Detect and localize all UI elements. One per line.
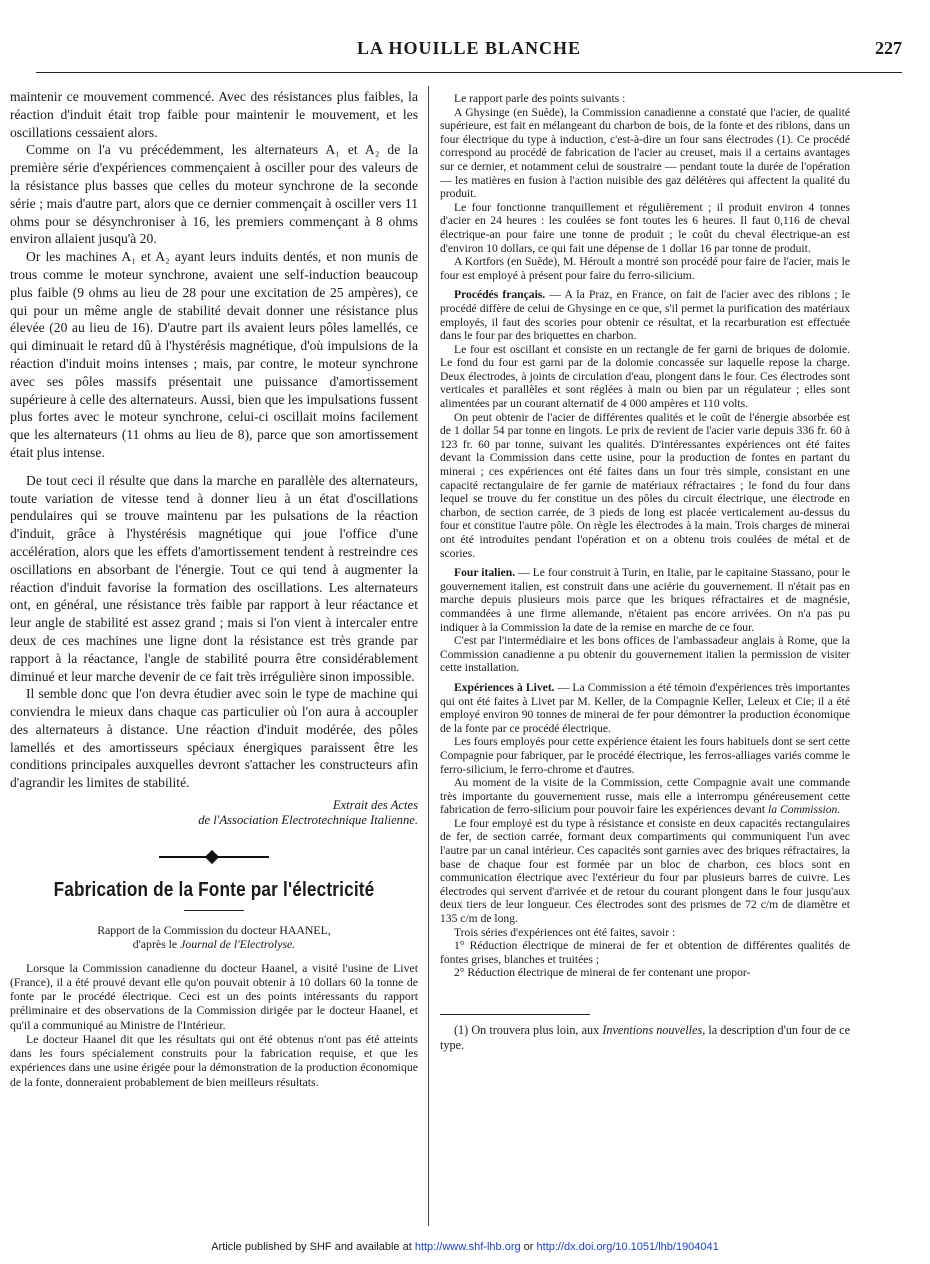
report-line-2	[10, 937, 418, 951]
section-heading: Expériences à Livet.	[454, 680, 555, 694]
paragraph: Le four employé est du type à résistance et consiste en deux capacités rectangulaires de fer, de section carrée, formant deux compartiments qui communiquent l'un avec l'autre par un canal intérieur. Ces capacités sont garnies avec des briques réfractaires, la base de chaque four est formée par un bloc de charbon, ces blocs sont en communication électrique avec l'extérieur du four par plusieurs barres de cuivre. Les électrodes qui servent d'arrivée et de retour du courant plongent dans le four jusqu'aux deux tiers de leur longueur. Ces électrodes sont des prismes de 72 c/m de diamètre et 135 c/m de long.	[440, 816, 850, 926]
section-text: — A la Praz, en France, on fait de l'acier avec des riblons ; le procédé diffère de celui de Ghysinge en ce que, s'il permet la purification des matériaux employés, il faut des scories pour obtenir ce résultat, et la recarburation est effectuée dans le four par des briquettes en charbon.	[440, 288, 851, 343]
footnote-rule	[440, 1014, 590, 1015]
paragraph: A Kortfors (en Suède), M. Héroult a montré son procédé pour faire de l'acier, mais le four est employé à présent pour faire du ferro-silicium.	[440, 255, 850, 282]
left-column	[10, 88, 418, 1089]
page-number: 227	[875, 38, 902, 58]
footnote-text: (1) On trouvera plus loin, aux	[454, 1023, 603, 1037]
section-paragraph	[440, 288, 850, 342]
paragraph: Comme on l'a vu précédemment, les alternateurs A₁ et A₂ de la première série d'expériences commençaient à osciller pour des valeurs de la résistance plus basses que celles du moteur synchrone de la seconde série ; mais d'autre part, alors que ce dernier commençait à osciller vers 11 ohms pour se désynchroniser à 16, les premiers commençant à 8 ohms environ allaient jusqu'à 20.	[10, 142, 418, 247]
paragraph: Le four est oscillant et consiste en un rectangle de fer garni de briques de dolomie. Le fond du four est garni par de la dolomie concassée sur laquelle repose la charge. Deux électrodes, à joints de circulation d'eau, plongent dans le four. Ces électrodes sont verticales et parallèles et sont réglées à main ou bien par un régulateur ; elles sont alimentées par un courant alternatif de 4 000 ampères et 110 volts.	[440, 342, 850, 411]
section-paragraph	[440, 681, 850, 735]
paragraph: Le rapport parle des points suivants :	[454, 92, 626, 105]
paragraph: Il semble donc que l'on devra étudier avec soin le type de machine qui conviendra le mieux dans chaque cas particulier où l'on aura à accoupler des alternateurs à distance. Une réaction d'induit modérée, des pôles lamellés et des amortisseurs spéciaux énergiques paraissent être les conditions principales auxquelles devront s'attacher les constructeurs afin d'agrandir les limites de stabilité.	[10, 686, 418, 791]
footnote-text-end: la description d'un four de ce type.	[440, 1023, 850, 1052]
paragraph: Le four fonctionne tranquillement et régulièrement ; il produit environ 4 tonnes d'acier en 24 heures : les coulées se font toutes les 6 heures. Il faut 0,116 de cheval électrique-an pour faire une tonne de produit ; le coût du cheval électrique-an est d'environ 10 dollars, ce qui fait une dépense de 1 dollar 16 par tonne de produit.	[440, 200, 850, 255]
publication-footer	[0, 1241, 930, 1253]
shf-link[interactable]: http://www.shf-lhb.org	[414, 1241, 521, 1253]
title-rule	[184, 910, 244, 911]
report-byline	[10, 923, 418, 951]
footer-middle: or	[520, 1241, 537, 1253]
report-line-2-text: d'après le	[132, 936, 181, 951]
paragraph-text: Au moment de la visite de la Commission, cette Compagnie avait une commande très importante du gouvernement russe, mais elle a interrompu généreusement cette fabrication de ferro-silicium pour pouvoir faire les expériences devant	[440, 776, 850, 817]
paragraph	[440, 776, 850, 817]
right-column	[440, 92, 850, 1053]
journal-name: Journal de l'Electrolyse.	[180, 936, 296, 951]
paragraph: Lorsque la Commission canadienne du docteur Haanel, a visité l'usine de Livet (France), il a été prouvé devant elle qu'on pouvait obtenir à 10 dollars 60 la tonne de fonte par le procédé électrique. Ceci est un des points intéressants du rapport préliminaire et des observations de la Commission dirigée par le docteur Haanel, et qu'il a communiqué au Ministre de l'Intérieur.	[10, 960, 418, 1032]
section-heading: Four italien.	[454, 566, 516, 580]
paragraph: Or les machines A₁ et A₂ ayant leurs induits dentés, et non munis de trous comme le moteur synchrone, avaient une self-induction beaucoup plus faible (9 ohms au lieu de 28 pour une excitation de 25 ampères), ce qui pour un même angle de stabilité devait donner une résistance plus élevée (20 au lieu de 16). D'autre part ils avaient leurs pôles lamellés, ce qui diminuait le retard dû à l'hystérésis magnétique, d'où impulsions de la réaction d'induit moins intenses ; mais, par contre, le moteur synchrone avec ses pôles massifs présentait une puissance d'amortissement supérieure à celle des alternateurs. Aussi, bien que les impulsations fussent plus fortes avec le moteur synchrone, celui-ci oscillait moins facilement que les alternateurs (11 ohms au lieu de 8), parce que son amortissement était plus intense.	[10, 249, 418, 460]
paragraph: A Ghysinge (en Suède), la Commission canadienne a constaté que l'acier, de qualité supérieure, est fait en mélangeant du charbon de bois, de la fonte et des riblons, dans un four électrique du type à induction, c'est-à-dire un four sans électrodes (1). Ce procédé correspond au procédé de fabrication de l'acier au creuset, mais il a certains avantages sur ce dernier, et notamment celui de soustraire — pendant toute la durée de l'opération — les matières en fusion à l'action nuisible des gaz délétères qui affectent la qualité du produit.	[440, 105, 850, 201]
source-citation	[10, 798, 418, 828]
article-title: Fabrication de la Fonte par l'électricité	[53, 879, 375, 902]
paragraph: C'est par l'intermédiaire et les bons offices de l'ambassadeur anglais à Rome, que la Commission canadienne a pu obtenir du gouvernement italien la permission de visiter cette installation.	[440, 634, 850, 675]
report-line-1: Rapport de la Commission du docteur HAANEL,	[97, 922, 331, 937]
footnote-reference: Inventions nouvelles,	[602, 1023, 706, 1037]
paragraph: Les fours employés pour cette expérience étaient les fours habituels dont se sert cette Compagnie pour fabriquer, par le procédé électrique, les ferros-alliages variés comme le ferro-silicium, le ferro-chrome et d'autres.	[440, 735, 850, 776]
column-separator	[428, 86, 429, 1226]
section-text: — La Commission a été témoin d'expériences très importantes qui ont été faites à Livet par M. Keller, de la Compagnie Keller, Leleux et Cie; il a été employé environ 90 tonnes de minerai de fer pour démontrer la production économique de la fonte par ce procédé électrique.	[440, 680, 851, 735]
paragraph: On peut obtenir de l'acier de différentes qualités et le coût de l'énergie absorbée est de 1 dollar 54 par tonne en lingots. Le prix de revient de l'acier varie depuis 336 fr. 60 à 123 fr. 60 par tonne, suivant les qualités. D'intéressantes expériences ont été faites devant la Commission dans cette usine, pour la production de fontes en partant du minerai ; ces expériences ont été faites dans un four très simple, consistant en une capacité rectangulaire de fer garnie de matériaux réfractaires ; le fond du four dans lequel se trouve du fer constitue un des pôles du circuit électrique, une électrode en charbon, de section carrée, de 3 pieds de long est placée verticalement au-dessus du four et constitue l'autre pôle. On règle les électrodes à la main. Trois charges de minerai ont été introduites pendant l'opération et on a obtenu trois coulées de métal et de scories.	[440, 410, 850, 560]
section-heading: Procédés français.	[454, 288, 546, 302]
emphasis-text: la Commission.	[768, 803, 841, 817]
paragraph: 2° Réduction électrique de minerai de fer contenant une propor-	[454, 966, 751, 980]
paragraph: Le docteur Haanel dit que les résultats qui ont été obtenus n'ont pas été atteints dans les fours spécialement construits pour la fabrication requise, et que les expériences dans une usine érigée pour la démonstration de la production économique de la fonte, donneraient probablement de bien meilleurs résultats.	[10, 1031, 418, 1089]
paragraph: 1° Réduction électrique de minerai de fer et obtention de différentes qualités de fontes grises, blanches et truitées ;	[440, 939, 850, 966]
section-text: — Le four construit à Turin, en Italie, par le capitaine Stassano, pour le gouvernement italien, est construit dans une aciérie du gouvernement. Il n'était pas en marche depuis plusieurs mois parce que les briques réfractaires et de magnésie, commandées à une firme allemande, n'étaient pas encore arrivées. On n'a pas pu indiquer à la Commission la date de la remise en marche de ce four.	[440, 566, 850, 634]
section-paragraph	[440, 566, 850, 634]
journal-title: LA HOUILLE BLANCHE	[356, 38, 582, 58]
footnote	[440, 1023, 850, 1053]
paragraph: Trois séries d'expériences ont été faites, savoir :	[454, 925, 676, 939]
page-header	[36, 38, 902, 60]
paragraph: maintenir ce mouvement commencé. Avec des résistances plus faibles, la réaction d'induit était trop faible pour maintenir le mouvement, et les oscillations cessaient alors.	[10, 89, 418, 140]
source-line-2: de l'Association Electrotechnique Italienne.	[198, 813, 418, 828]
doi-link[interactable]: http://dx.doi.org/10.1051/lhb/1904041	[536, 1241, 719, 1253]
ornamental-divider	[159, 852, 269, 862]
footer-prefix: Article published by SHF and available at	[211, 1241, 415, 1253]
header-rule	[36, 72, 902, 73]
source-line-1: Extrait des Actes	[332, 798, 418, 813]
paragraph: De tout ceci il résulte que dans la marche en parallèle des alternateurs, toute variation de vitesse tend à donner lieu à un état d'oscillations pendulaires qui se trouve maintenu par les pulsations de la réaction d'induit, grâce à l'hystérésis magnétique qui joue l'office d'une accélération, alors que les effets d'amortissement tendent à restreindre ces oscillations en absorbant de l'énergie. Tout ce qui tend à augmenter la réaction d'induit favorise la formation des oscillations. Les alternateurs ont, en général, une résistance très faible par rapport à leur réactance et leur angle de stabilité est assez grand ; mais si l'on vient à intercaler entre deux de ces machines une ligne dont la résistance est très grande par rapport à la réactance, l'angle de stabilité pourra être considérablement diminué et leur marche devenir de ce fait très irrégulière sinon impossible.	[10, 472, 418, 684]
